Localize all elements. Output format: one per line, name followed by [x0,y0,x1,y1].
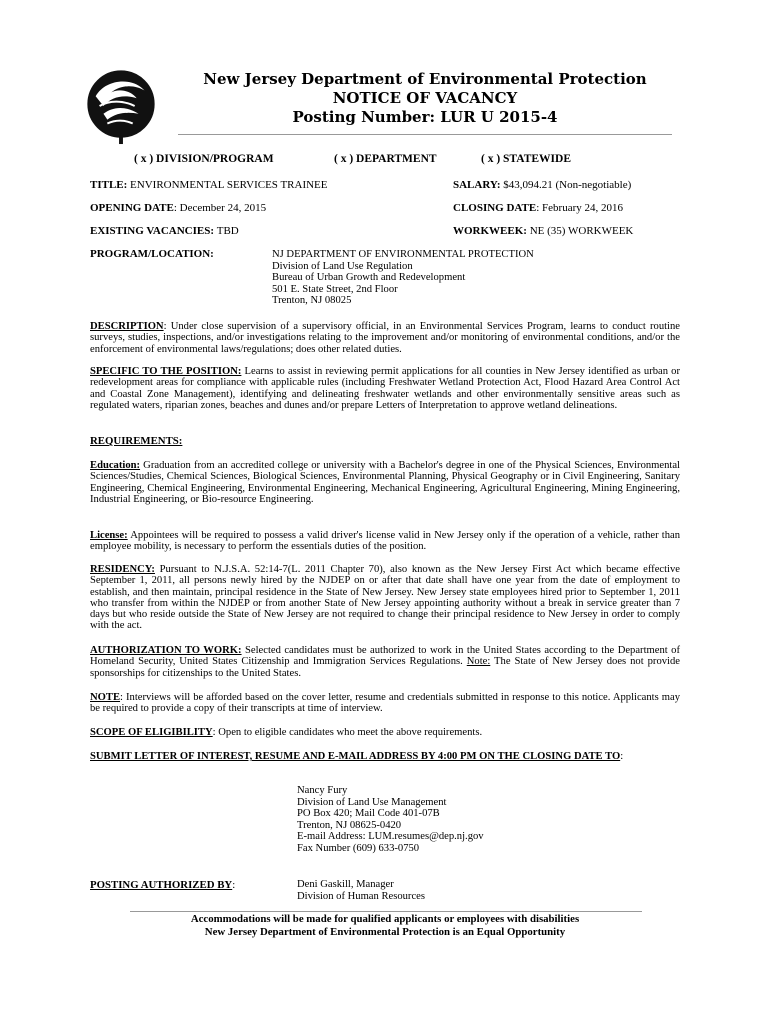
footer-notice [90,913,680,938]
specific-text: Learns to assist in reviewing permit applications for all counties in New Jersey identified as urban or redevelopment areas for compliance with applicable rules (including Freshwater Wetland Protection Act, Flood Hazard Area Control Act and Coastal Zone Management), identifying and delineating freshwater wetlands and other environmentally sensitive areas such as regulated waters, riparian zones, beaches and dunes and/or prepare Letters of Interpretation to approve wetland delineations. [90,366,681,411]
authorization-paragraph [90,645,680,679]
authorization-note-text: The State of New Jersey does not provide sponsorships for citizenships to the United States. [90,656,680,679]
authorization-text: Selected candidates must be authorized to work in the United States according to the Department of Homeland Security, United States Citizenship and Immigration Services Regulations. [90,645,680,668]
scope-paragraph [90,727,680,738]
program-line: Trenton, NJ 08025 [272,295,352,306]
vacancies-value: TBD [216,225,239,237]
program-line: NJ DEPARTMENT OF ENVIRONMENTAL PROTECTION [272,249,534,260]
closing-date-label: CLOSING DATE [453,202,537,214]
license-paragraph [90,530,680,553]
contact-line: PO Box 420; Mail Code 401-07B [297,808,440,819]
title-value: ENVIRONMENTAL SERVICES TRAINEE [130,179,328,191]
contact-line: Trenton, NJ 08625-0420 [297,819,402,831]
title-field [90,179,328,192]
vacancies-field [90,225,239,238]
checkbox-department: ( x ) DEPARTMENT [334,153,437,165]
specific-position-paragraph [90,366,680,411]
scope-text: : Open to eligible candidates who meet the above requirements. [212,727,483,738]
salary-label: SALARY: [453,179,501,191]
posting-number: Posting Number: LUR U 2015-4 [292,108,558,126]
submit-instructions [90,751,680,762]
program-line: Bureau of Urban Growth and Redevelopment [272,272,466,283]
program-line: Division of Land Use Regulation [272,260,413,272]
submit-label: SUBMIT LETTER OF INTEREST, RESUME AND E-MAIL ADDRESS BY 4:00 PM ON THE CLOSING DATE TO [90,751,621,762]
authorization-label: AUTHORIZATION TO WORK: [90,645,242,656]
opening-date-field [90,202,266,215]
education-paragraph [90,460,680,505]
njdep-seal-logo [82,67,160,145]
note-text: : Interviews will be afforded based on the cover letter, resume and credentials submitted in response to this notice. Applicants may be required to provide a copy of their transcripts at time of interview. [90,692,680,715]
workweek-label: WORKWEEK: [453,225,527,237]
specific-label: SPECIFIC TO THE POSITION: [90,366,242,377]
contact-block [297,785,484,854]
note-paragraph [90,692,680,715]
description-label: DESCRIPTION [90,321,164,332]
residency-text: Pursuant to N.J.S.A. 52:14-7(L. 2011 Chapter 70), also known as the New Jersey First Act which became effective September 1, 2011, all persons newly hired by the NJDEP on or after that date shall have one year from the date of employment to establish, and then maintain, principal residence in the State of New Jersey. New Jersey state employees hired prior to September 1, 2011 who transfer from within the NJDEP or from another State of New Jersey appointing authority without a break in service greater than 7 days but who reside outside the State of New Jersey are not required to change their principal residence to New Jersey in order to comply with the act. [90,564,680,632]
salary-field [453,179,631,192]
education-label: Education: [90,460,141,471]
requirements-heading: REQUIREMENTS: [90,435,183,447]
license-label: License: [90,530,128,541]
vacancies-label: EXISTING VACANCIES: [90,225,214,237]
posting-authorized-colon: : [232,879,236,891]
authorizer-division: Division of Human Resources [297,890,425,902]
contact-fax-line: Fax Number (609) 633-0750 [297,842,420,854]
posting-authorized-label: POSTING AUTHORIZED BY [90,879,233,891]
authorization-note-label: Note: [466,656,491,668]
submit-colon: : [620,751,624,762]
contact-line: Nancy Fury [297,785,348,796]
description-text: : Under close supervision of a supervisory official, in an Environmental Services Program, learns to conduct routine surveys, studies, inspections, and/or investigations relating to the improvement and/or monitoring of environmental conditions, and/or the enforcement of environmental laws/regulations; does other related duties. [90,321,680,355]
footer-line-2: New Jersey Department of Environmental Protection is an Equal Opportunity [204,925,566,938]
closing-date-value: : February 24, 2016 [536,202,623,214]
opening-date-value: : December 24, 2015 [173,202,267,214]
license-text: Appointees will be required to possess a valid driver's license valid in New Jersey only if the operation of a vehicle, rather than employee mobility, is necessary to perform the essentials duties of the position. [90,530,680,553]
checkbox-division: ( x ) DIVISION/PROGRAM [134,153,274,165]
title-label: TITLE: [90,179,128,191]
contact-email-line: E-mail Address: LUM.resumes@dep.nj.gov [297,831,484,842]
org-title: New Jersey Department of Environmental Protection [203,70,647,88]
scope-label: SCOPE OF ELIGIBILITY [90,727,213,738]
salary-value: $43,094.21 (Non-negotiable) [503,179,632,191]
program-location-address [272,249,534,307]
workweek-value: NE (35) WORKWEEK [529,225,634,237]
posting-authorized-label-row [90,879,235,892]
contact-line: Division of Land Use Management [297,796,447,808]
residency-paragraph [90,564,680,632]
authorizer-name: Deni Gaskill, Manager [297,879,394,890]
checkbox-statewide: ( x ) STATEWIDE [481,153,571,165]
footer-line-1: Accommodations will be made for qualified applicants or employees with disabilities [190,913,580,925]
residency-label: RESIDENCY: [90,564,155,575]
note-label: NOTE [90,692,121,703]
description-paragraph [90,321,680,355]
program-location-label: PROGRAM/LOCATION: [90,248,214,260]
authorizer-block [297,879,425,902]
education-text: Graduation from an accredited college or university with a Bachelor's degree in one of the Physical Sciences, Environmental Sciences/Studies, Chemical Sciences, Biological Sciences, Environmental Planning, Physical Geography or in Civil Engineering, Sanitary Engineering, Chemical Engineering, Environmental Engineering, Mechanical Engineering, Agricultural Engineering, Mining Engineering, Industrial Engineering, or Bio-resource Engineering. [90,460,680,505]
document-header [178,70,672,127]
workweek-field [453,225,633,238]
opening-date-label: OPENING DATE [90,202,174,214]
closing-date-field [453,202,623,215]
program-line: 501 E. State Street, 2nd Floor [272,283,398,295]
header-divider [178,134,672,135]
notice-title: NOTICE OF VACANCY [332,89,518,107]
footer-divider [130,911,642,912]
